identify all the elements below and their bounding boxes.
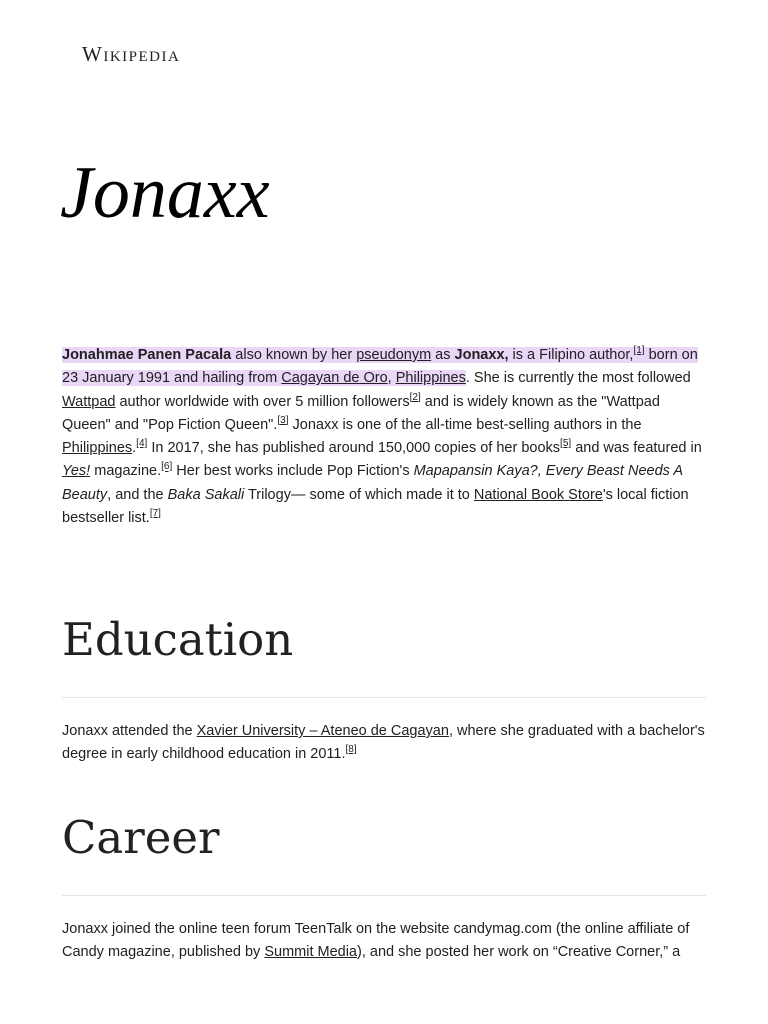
page-title: Jonaxx <box>60 152 270 234</box>
career-paragraph: Jonaxx joined the online teen forum TeenTalk on the website candymag.com (the online affiliate of Candy magazine, published by Summit Media), and she posted her work on “Creative Corner,” a <box>62 921 690 961</box>
section-divider <box>62 895 706 896</box>
link-pseudonym[interactable]: pseudonym <box>356 347 432 363</box>
link-national-book-store[interactable]: National Book Store <box>473 486 603 503</box>
link-philippines-2[interactable]: Philippines <box>62 440 133 457</box>
wikipedia-logo[interactable]: Wikipedia <box>82 42 181 66</box>
reference-link-8[interactable]: [8] <box>345 744 357 756</box>
reference-link-1[interactable]: [1] <box>633 345 645 357</box>
section-heading-education: Education <box>62 613 294 666</box>
link-philippines[interactable]: Philippines <box>395 370 466 387</box>
reference-link-3[interactable]: [3] <box>277 415 289 427</box>
book-titles: Mapapansin Kaya?, Every Beast Needs A Beauty <box>62 463 683 503</box>
highlighted-lead-text: Jonahmae Panen Pacala also known by her pseudonym as Jonaxx, is a Filipino author,[1] born on 23 January 1991 and hailing from Cagayan de Oro, Philippines <box>62 345 698 387</box>
section-heading-career: Career <box>62 811 220 864</box>
link-wattpad[interactable]: Wattpad <box>62 393 116 410</box>
reference-link-4[interactable]: [4] <box>136 438 148 450</box>
education-paragraph: Jonaxx attended the Xavier University – Ateneo de Cagayan, where she graduated with a bachelor's degree in early childhood education in 2011.[8] <box>62 723 705 763</box>
reference-link-5[interactable]: [5] <box>560 438 572 450</box>
subject-name: Jonahmae Panen Pacala <box>62 347 232 363</box>
link-cagayan-de-oro[interactable]: Cagayan de Oro <box>281 370 388 387</box>
reference-link-6[interactable]: [6] <box>161 461 173 473</box>
reference-link-2[interactable]: [2] <box>409 391 421 403</box>
trilogy-title: Baka Sakali <box>167 486 245 503</box>
link-xavier-university[interactable]: Xavier University – Ateneo de Cagayan <box>196 723 449 739</box>
link-yes-magazine[interactable]: Yes! <box>62 463 91 480</box>
link-summit-media[interactable]: Summit Media <box>264 944 357 961</box>
pseudonym-name: Jonaxx, <box>454 347 509 363</box>
section-divider <box>62 697 706 698</box>
reference-link-7[interactable]: [7] <box>149 508 161 520</box>
lead-paragraph: Jonahmae Panen Pacala also known by her pseudonym as Jonaxx, is a Filipino author,[1] born on 23 January 1991 and hailing from Cagayan de Oro, Philippines. She is currently the most followed Wattpad author worldwide with over 5 million followers[2] and is widely known as the "Wattpad Queen" and "Pop Fiction Queen".[3] Jonaxx is one of the all-time best-selling authors in the Philippines.[4] In 2017, she has published around 150,000 copies of her books[5] and was featured in Yes! magazine.[6] Her best works include Pop Fiction's Mapapansin Kaya?, Every Beast Needs A Beauty, and the Baka Sakali Trilogy— some of which made it to National Book Store's local fiction bestseller list.[7] <box>62 345 702 527</box>
